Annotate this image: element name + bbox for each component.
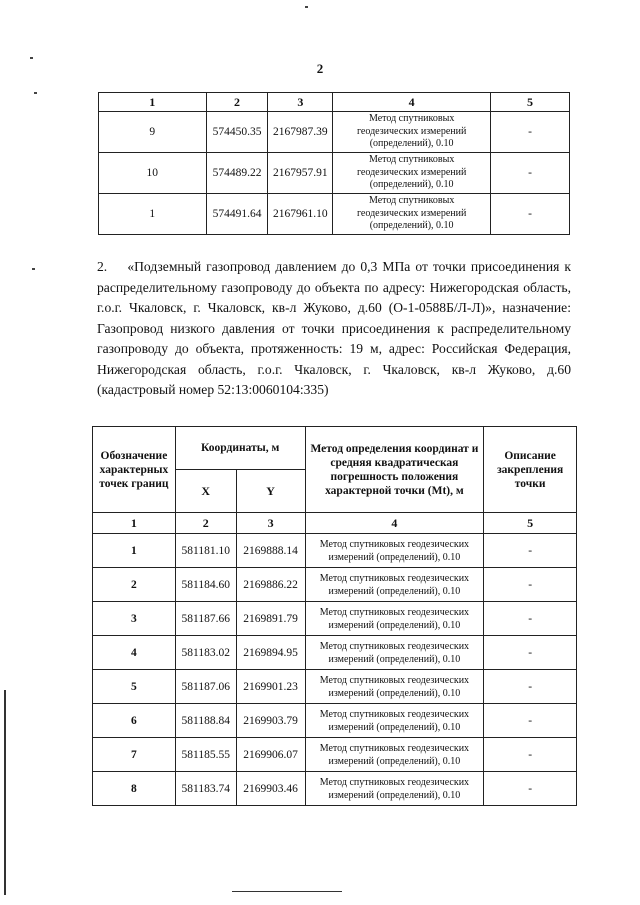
table-header-row <box>93 427 577 470</box>
method-cell: Метод спутниковых геодезических измерений (определений), 0.10 <box>333 153 491 194</box>
description-header: Описание закрепления точки <box>484 427 577 513</box>
coord-y: 2169903.79 <box>236 704 305 738</box>
description-cell: - <box>484 670 577 704</box>
point-number: 6 <box>93 704 176 738</box>
object-description-paragraph: 2. «Подземный газопровод давлением до 0,3 МПа от точки присоединения к распределительному газопроводу до объекта по адресу: Нижегородская область, г.о.г. Чкаловск, г. Чкаловск, кв-л Жуково, д.60 (О-1-0588Б/Л-Л)», назначение: Газопровод низкого давления от точки присоединения к распределительному газопроводу до объекта, протяженность: 19 м, адрес: Российская Федерация, Нижегородская область, г.о.г. Чкаловск, г. Чкаловск, кв-л Жуково, д.60 (кадастровый номер 52:13:0060104:335) <box>97 259 571 397</box>
coordinates-header: Координаты, м <box>175 427 305 470</box>
coord-y: 2167987.39 <box>268 112 333 153</box>
coord-y: 2169891.79 <box>236 602 305 636</box>
description-cell: - <box>491 112 570 153</box>
column-number: 4 <box>305 513 484 534</box>
x-header: X <box>175 470 236 513</box>
method-cell: Метод спутниковых геодезических измерений (определений), 0.10 <box>305 704 484 738</box>
scan-mark <box>30 57 33 59</box>
column-number: 5 <box>484 513 577 534</box>
coordinates-table-continued <box>98 92 570 235</box>
point-number: 1 <box>93 534 176 568</box>
description-cell: - <box>484 704 577 738</box>
table-row <box>93 670 577 704</box>
table-row <box>93 534 577 568</box>
point-number: 1 <box>99 194 207 235</box>
scan-mark <box>34 92 37 94</box>
description-cell: - <box>484 568 577 602</box>
coord-x: 581187.66 <box>175 602 236 636</box>
method-cell: Метод спутниковых геодезических измерений (определений), 0.10 <box>333 194 491 235</box>
method-cell: Метод спутниковых геодезических измерений (определений), 0.10 <box>305 636 484 670</box>
coord-x: 574491.64 <box>206 194 268 235</box>
table-row <box>93 738 577 772</box>
method-cell: Метод спутниковых геодезических измерений (определений), 0.10 <box>305 738 484 772</box>
coord-y: 2169888.14 <box>236 534 305 568</box>
description-cell: - <box>484 534 577 568</box>
table-row <box>93 636 577 670</box>
coord-x: 574450.35 <box>206 112 268 153</box>
method-cell: Метод спутниковых геодезических измерений (определений), 0.10 <box>333 112 491 153</box>
table-row <box>99 194 570 235</box>
description-cell: - <box>484 636 577 670</box>
header-cell: 1 <box>99 93 207 112</box>
header-cell: 2 <box>206 93 268 112</box>
method-header: Метод определения координат и средняя квадратическая погрешность положения характерной точки (Mt), м <box>305 427 484 513</box>
coord-x: 581183.74 <box>175 772 236 806</box>
table-row <box>93 568 577 602</box>
coord-x: 581184.60 <box>175 568 236 602</box>
table-row <box>93 704 577 738</box>
coord-y: 2169886.22 <box>236 568 305 602</box>
point-number: 3 <box>93 602 176 636</box>
scan-edge-line <box>4 690 6 895</box>
method-cell: Метод спутниковых геодезических измерений (определений), 0.10 <box>305 534 484 568</box>
method-cell: Метод спутниковых геодезических измерений (определений), 0.10 <box>305 602 484 636</box>
description-cell: - <box>491 194 570 235</box>
table-row <box>99 112 570 153</box>
coord-x: 581188.84 <box>175 704 236 738</box>
coord-y: 2169906.07 <box>236 738 305 772</box>
description-cell: - <box>484 602 577 636</box>
table-row <box>93 772 577 806</box>
point-number: 8 <box>93 772 176 806</box>
boundary-points-table <box>92 426 577 806</box>
table-header-row <box>99 93 570 112</box>
column-number: 1 <box>93 513 176 534</box>
method-cell: Метод спутниковых геодезических измерений (определений), 0.10 <box>305 568 484 602</box>
coord-y: 2167961.10 <box>268 194 333 235</box>
coord-x: 581181.10 <box>175 534 236 568</box>
page-number: 2 <box>316 61 324 76</box>
column-number: 3 <box>236 513 305 534</box>
header-cell: 3 <box>268 93 333 112</box>
coord-x: 574489.22 <box>206 153 268 194</box>
column-number: 2 <box>175 513 236 534</box>
method-cell: Метод спутниковых геодезических измерений (определений), 0.10 <box>305 670 484 704</box>
coord-x: 581183.02 <box>175 636 236 670</box>
designation-header: Обозначение характерных точек границ <box>93 427 176 513</box>
description-cell: - <box>484 772 577 806</box>
point-number: 7 <box>93 738 176 772</box>
coord-y: 2169894.95 <box>236 636 305 670</box>
column-numbering-row <box>93 513 577 534</box>
scan-bottom-line <box>232 891 342 892</box>
description-cell: - <box>491 153 570 194</box>
y-header: Y <box>236 470 305 513</box>
description-cell: - <box>484 738 577 772</box>
point-number: 10 <box>99 153 207 194</box>
scan-mark <box>305 6 308 8</box>
table-row <box>93 602 577 636</box>
scan-mark <box>32 268 35 270</box>
coord-y: 2167957.91 <box>268 153 333 194</box>
point-number: 5 <box>93 670 176 704</box>
point-number: 9 <box>99 112 207 153</box>
point-number: 4 <box>93 636 176 670</box>
method-cell: Метод спутниковых геодезических измерений (определений), 0.10 <box>305 772 484 806</box>
table-row <box>99 153 570 194</box>
coord-x: 581185.55 <box>175 738 236 772</box>
coord-y: 2169901.23 <box>236 670 305 704</box>
header-cell: 5 <box>491 93 570 112</box>
header-cell: 4 <box>333 93 491 112</box>
point-number: 2 <box>93 568 176 602</box>
coord-x: 581187.06 <box>175 670 236 704</box>
coord-y: 2169903.46 <box>236 772 305 806</box>
